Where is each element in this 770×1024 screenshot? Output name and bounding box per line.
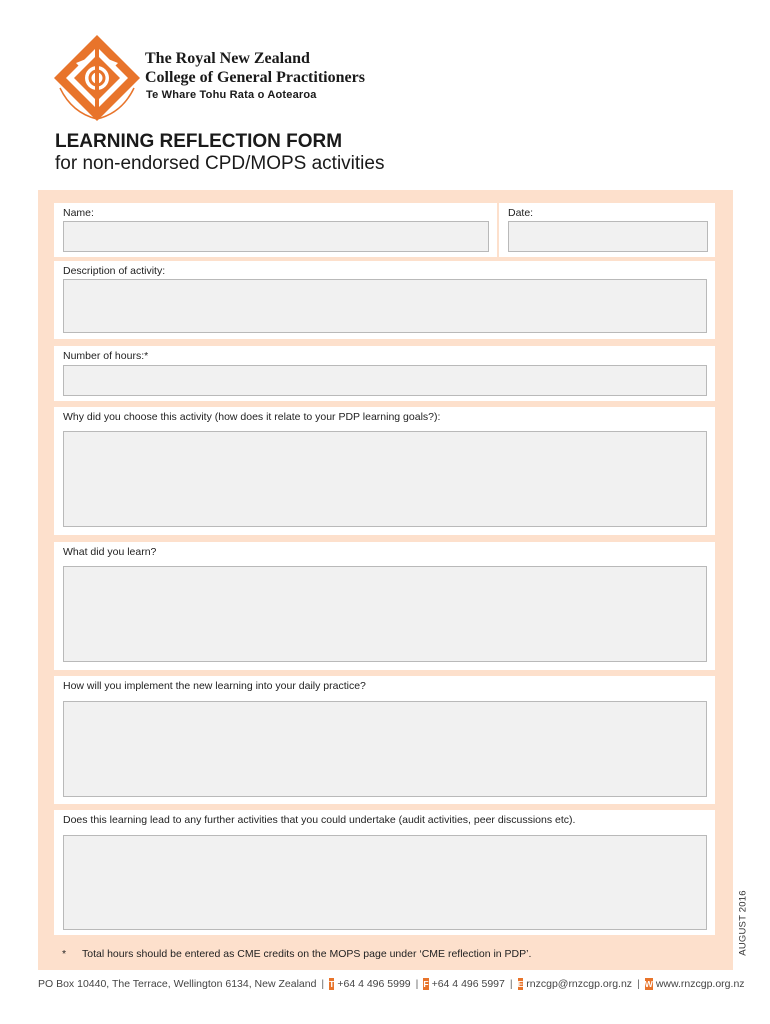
date-field[interactable]: [508, 221, 708, 252]
email-tag: E: [517, 979, 524, 989]
learn-label: What did you learn?: [63, 546, 157, 558]
implement-field[interactable]: [63, 701, 707, 797]
form-panel: [38, 190, 733, 970]
footer-fax: +64 4 496 5997: [431, 978, 505, 990]
footer-web[interactable]: www.rnzcgp.org.nz: [655, 978, 745, 990]
college-logo: [52, 33, 142, 123]
footer-address: PO Box 10440, The Terrace, Wellington 6134, New Zealand: [38, 978, 317, 990]
revision-date-label: AUGUST 2016: [737, 890, 749, 956]
further-label: Does this learning lead to any further activities that you could undertake (audit activities, peer discussions etc).: [63, 814, 576, 826]
form-title: LEARNING REFLECTION FORM: [55, 131, 343, 152]
date-section: [499, 203, 715, 257]
further-section: [54, 810, 715, 935]
hours-section: [54, 346, 715, 401]
name-section: [54, 203, 497, 257]
phone-tag: T: [329, 979, 335, 989]
date-label: Date:: [508, 207, 534, 219]
further-field[interactable]: [63, 835, 707, 930]
hours-field[interactable]: [63, 365, 707, 396]
name-field[interactable]: [63, 221, 489, 252]
why-label: Why did you choose this activity (how does it relate to your PDP learning goals?):: [63, 411, 441, 423]
footer-email[interactable]: rnzcgp@rnzcgp.org.nz: [526, 978, 633, 990]
contact-footer: PO Box 10440, The Terrace, Wellington 6134, New Zealand | T +64 4 496 5999 | F +64 4 496 5997 | E rnzcgp@rnzcgp.org.nz | W www.rnzcgp.org.nz: [38, 978, 745, 990]
fax-tag: F: [423, 979, 429, 989]
footnote-star: *: [62, 948, 67, 960]
description-field[interactable]: [63, 279, 707, 333]
implement-label: How will you implement the new learning into your daily practice?: [63, 680, 366, 692]
footer-phone: +64 4 496 5999: [337, 978, 411, 990]
footnote-text: Total hours should be entered as CME credits on the MOPS page under ‘CME reflection in PDP’.: [82, 948, 532, 960]
org-name-maori: Te Whare Tohu Rata o Aotearoa: [146, 89, 317, 101]
learn-section: [54, 542, 715, 670]
name-label: Name:: [63, 207, 94, 219]
why-section: [54, 407, 715, 535]
hours-label: Number of hours:*: [63, 350, 149, 362]
org-name-line1: The Royal New Zealand: [145, 50, 310, 67]
revision-date: [733, 888, 753, 958]
form-subtitle: for non-endorsed CPD/MOPS activities: [55, 153, 385, 174]
learn-field[interactable]: [63, 566, 707, 662]
hours-footnote: [62, 948, 531, 960]
web-tag: W: [644, 979, 653, 989]
org-name-line2: College of General Practitioners: [145, 69, 365, 86]
description-label: Description of activity:: [63, 265, 166, 277]
implement-section: [54, 676, 715, 804]
why-field[interactable]: [63, 431, 707, 527]
description-section: [54, 261, 715, 339]
